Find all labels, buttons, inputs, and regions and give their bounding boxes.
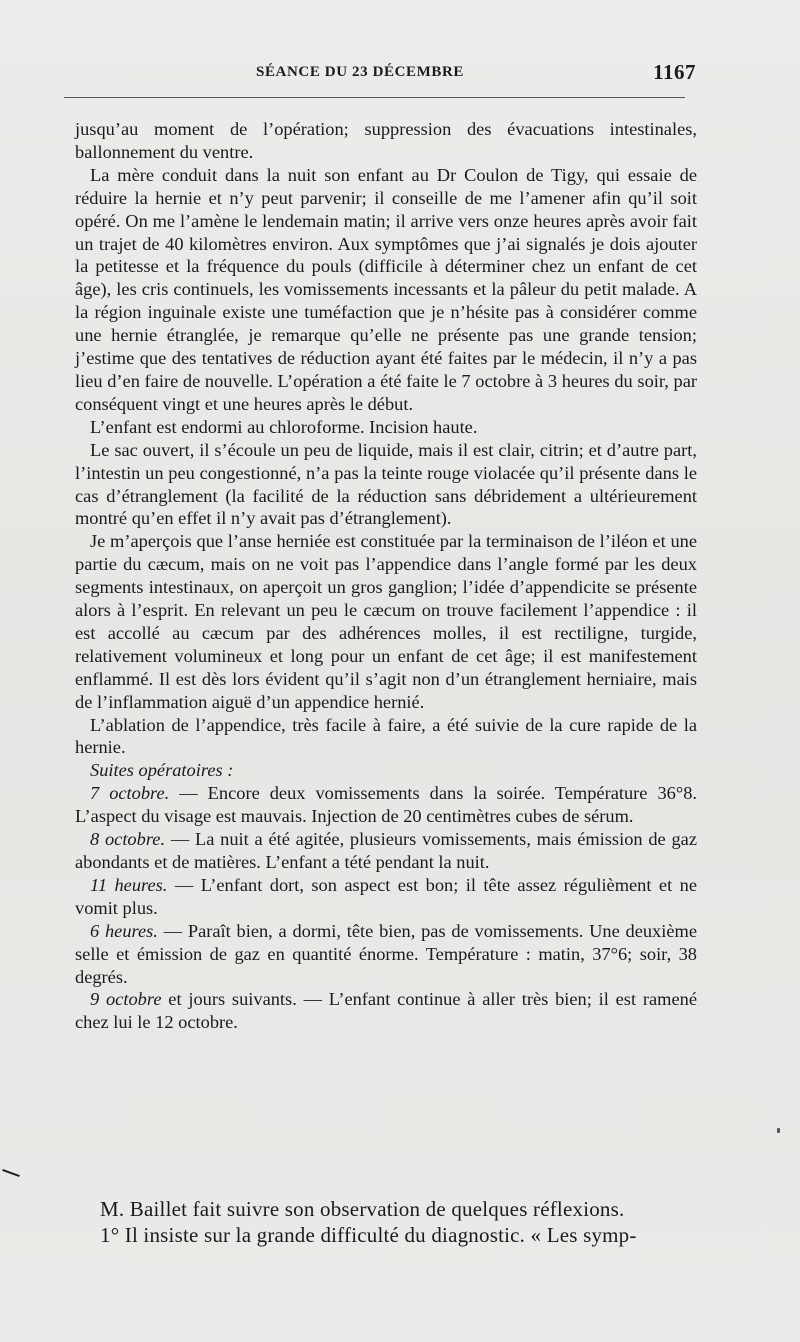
paragraph: Je m’aperçois que l’anse herniée est constituée par la terminaison de l’iléon et une partie du cæcum, mais on ne voit pas l’appendice dans l’angle formé par les deux segments intestinaux, on aperçoit un gros ganglion; l’idée d’appendicite se présente alors à l’esprit. En relevant un peu le cæcum on trouve facilement l’appendice : il est accollé au cæcum par des adhérences molles, il est rectiligne, turgide, relativement volumineux et long pour un enfant de cet âge; il est manifestement enflammé. Il est dès lors évident qu’il s’agit non d’un étranglement herniaire, mais de l’inflammation aiguë d’un appendice hernié. [75, 531, 697, 712]
entry-text: et jours suivants. — L’enfant continue à aller très bien; il est ramené chez lui le 12 octobre. [75, 989, 697, 1033]
entry-text: — Encore deux vomissements dans la soirée. Température 36°8. L’aspect du visage est mauvais. Injection de 20 centimètres cubes de sérum. [75, 783, 697, 827]
paragraph: Le sac ouvert, il s’écoule un peu de liquide, mais il est clair, citrin; et d’autre part, l’intestin un peu congestionné, n’a pas la teinte rouge violacée qu’il présente dans le cas d’étranglement (la facilité de la réduction sans débridement a ultérieurement montré qu’en effet il n’y avait pas d’étranglement). [75, 439, 697, 529]
closing-line: 1° Il insiste sur la grande difficulté du diagnostic. « Les symp- [100, 1223, 637, 1247]
entry-date: 6 heures. [90, 920, 158, 941]
closing-line: M. Baillet fait suivre son observation de quelques réflexions. [100, 1197, 625, 1221]
paragraph: L’enfant est endormi au chloroforme. Incision haute. [90, 416, 478, 437]
edge-speck [777, 1128, 780, 1133]
page-header [66, 60, 698, 86]
article-body [75, 118, 697, 1034]
entry-date: 7 octobre. [90, 783, 170, 804]
dated-entry [75, 874, 697, 920]
entry-text: — La nuit a été agitée, plusieurs vomissements, mais émission de gaz abondants et de matières. L’enfant a tété pendant la nuit. [75, 829, 697, 872]
header-rule [64, 97, 685, 98]
paragraph: L’ablation de l’appendice, très facile à faire, a été suivie de la cure rapide de la hernie. [75, 714, 697, 758]
closing-remarks [100, 1196, 700, 1248]
entry-date: 11 heures. [90, 874, 168, 895]
entry-date: 9 octobre [90, 989, 162, 1010]
entry-text: — Paraît bien, a dormi, tête bien, pas de vomissements. Une deuxième selle et émission de gaz en quantité énorme. Température : matin, 37°6; soir, 38 degrés. [75, 920, 697, 987]
dated-entry [75, 782, 697, 828]
page-number: 1167 [653, 60, 696, 84]
margin-mark [2, 1169, 20, 1177]
running-head: SÉANCE DU 23 DÉCEMBRE [256, 64, 465, 80]
suites-heading: Suites opératoires : [90, 760, 234, 781]
dated-entry [75, 828, 697, 874]
dated-entry [75, 920, 697, 989]
paragraph: jusqu’au moment de l’opération; suppression des évacuations intestinales, ballonnement du ventre. [75, 119, 697, 162]
paragraph: La mère conduit dans la nuit son enfant au Dr Coulon de Tigy, qui essaie de réduire la hernie et n’y peut parvenir; il conseille de me l’amener afin qu’il soit opéré. On me l’amène le lendemain matin; il arrive vers onze heures après avoir fait un trajet de 40 kilomètres environ. Aux symptômes que j’ai signalés je dois ajouter la petitesse et la fréquence du pouls (difficile à déterminer chez un enfant de cet âge), les cris continuels, les vomissements incessants et la pâleur du petit malade. A la région inguinale existe une tuméfaction que je n’hésite pas à considérer comme une hernie étranglée, je remarque qu’elle ne présente pas une grande tension; j’estime que des tentatives de réduction ayant été faites par le médecin, il n’y a pas lieu d’en faire de nouvelle. L’opération a été faite le 7 octobre à 3 heures du soir, par conséquent vingt et une heures après le début. [75, 164, 697, 414]
entry-date: 8 octobre. [90, 829, 166, 850]
entry-text: — L’enfant dort, son aspect est bon; il tête assez régulièment et ne vomit plus. [75, 874, 697, 918]
dated-entry [75, 988, 697, 1034]
